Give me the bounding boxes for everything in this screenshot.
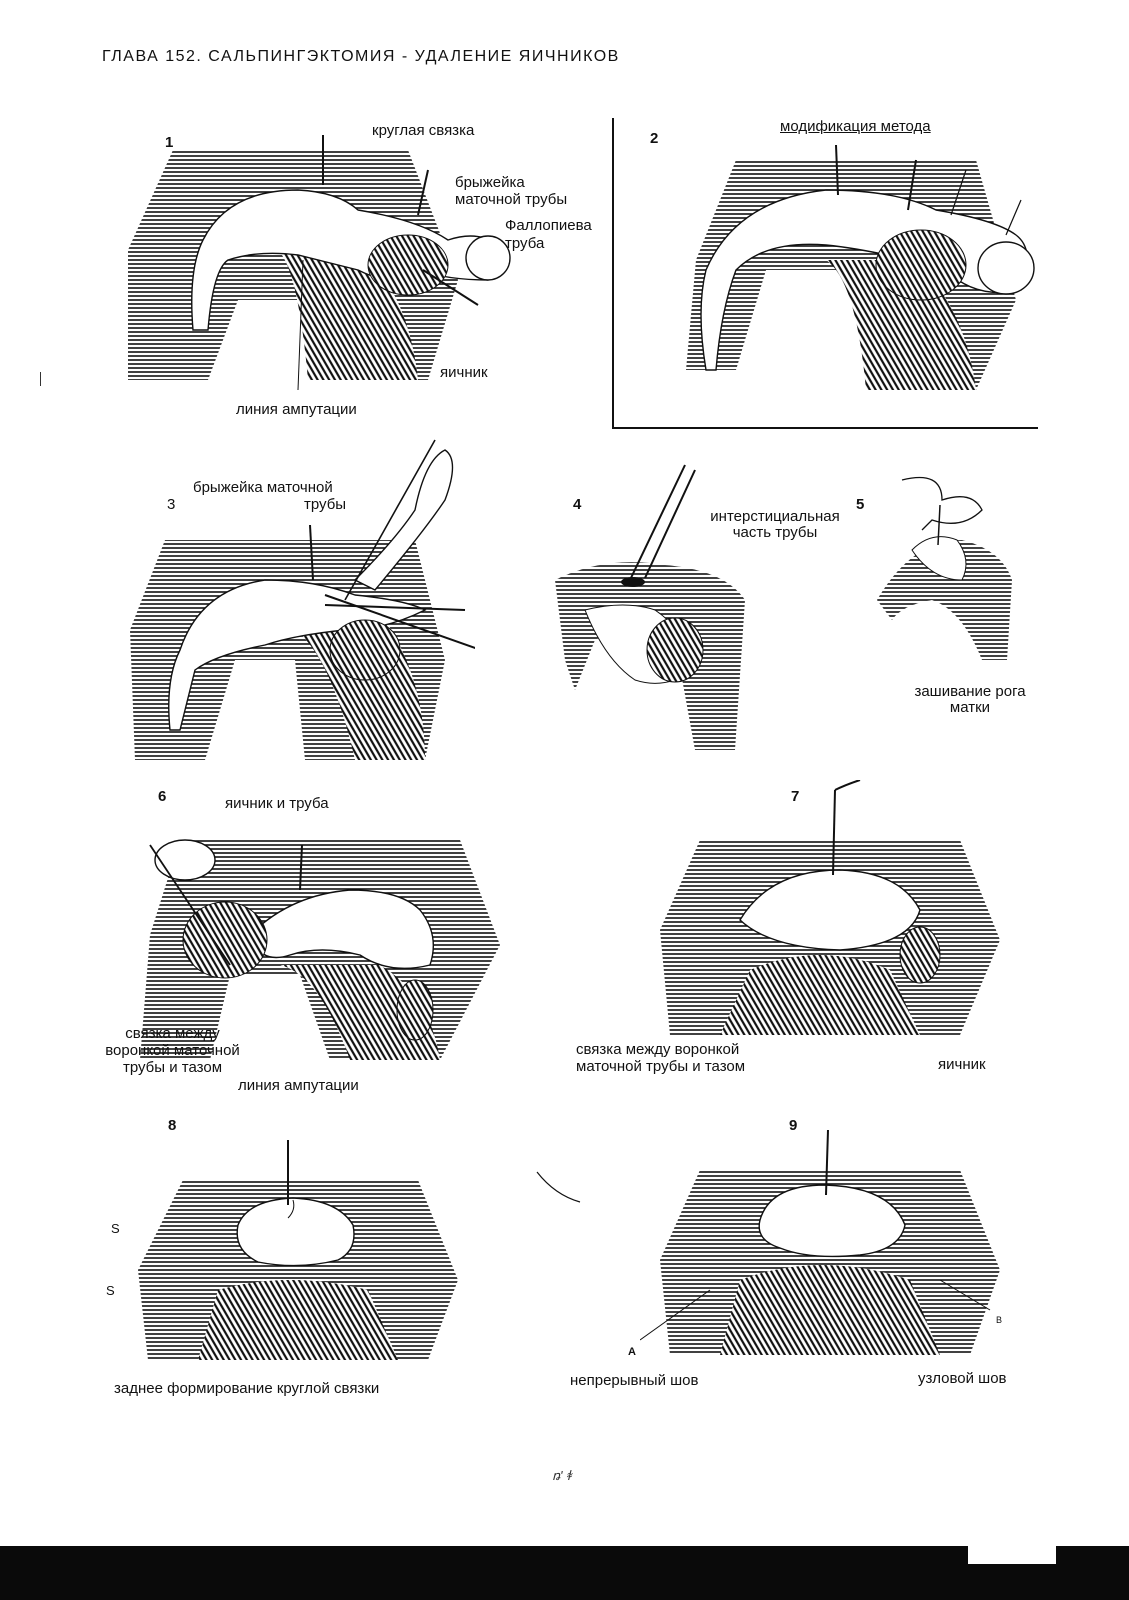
label-horn-suture-1: зашивание рога <box>914 683 1026 700</box>
label-amputation-line-1: линия ампутации <box>236 401 357 418</box>
figure-8-illustration <box>128 1140 483 1370</box>
label-amputation-line-6: линия ампутации <box>238 1077 359 1094</box>
figure-5-illustration <box>872 470 1022 670</box>
label-infundibulopelvic-6a: связка между <box>125 1025 220 1042</box>
scan-border-bottom <box>0 1546 1129 1600</box>
label-interstitial-1: интерстициальная <box>710 508 840 525</box>
figure-2-number: 2 <box>650 130 659 147</box>
figure-6-number: 6 <box>158 788 167 805</box>
figure-9-number: 9 <box>789 1117 798 1134</box>
label-round-ligament: круглая связка <box>372 122 475 139</box>
label-ovary-7: яичник <box>938 1056 986 1073</box>
label-horn-suture-2: матки <box>949 699 991 716</box>
figure-2-illustration <box>676 140 1038 400</box>
label-a: A <box>628 1346 636 1358</box>
label-mesosalpinx-2: маточной трубы <box>455 191 568 208</box>
page-title: ГЛАВА 152. САЛЬПИНГЭКТОМИЯ - УДАЛЕНИЕ ЯИЧНИКОВ <box>102 48 620 65</box>
label-continuous-suture: непрерывный шов <box>570 1372 699 1389</box>
label-s-upper: S <box>111 1221 120 1236</box>
scan-border-gap <box>968 1546 1056 1564</box>
label-fallopian-1: Фаллопиева <box>505 217 592 234</box>
figure-7-number: 7 <box>791 788 800 805</box>
figure-3-number: 3 <box>167 496 176 513</box>
figure-2-frame-bottom <box>612 427 1038 429</box>
label-s-lower: S <box>106 1283 115 1298</box>
label-infundibulopelvic-6c: трубы и тазом <box>122 1059 223 1076</box>
label-round-ligament-formation: заднее формирование круглой связки <box>114 1380 380 1397</box>
stray-curve <box>535 1170 585 1210</box>
label-infundibulopelvic-7a: связка между воронкой <box>576 1041 740 1058</box>
label-mesosalpinx-1: брыжейка <box>455 174 525 191</box>
label-ovary-1: яичник <box>440 364 488 381</box>
figure-7-illustration <box>640 780 1020 1040</box>
label-b: B <box>996 1315 1003 1325</box>
label-infundibulopelvic-6b: воронкой маточной <box>105 1042 240 1059</box>
label-interstitial-2: часть трубы <box>732 524 818 541</box>
page-mark: ꬻ' ꬸ <box>552 1468 572 1483</box>
label-ovary-tube: яичник и труба <box>225 795 329 812</box>
label-fallopian-2: труба <box>505 235 545 252</box>
figure-1-illustration <box>118 130 518 400</box>
figure-8-number: 8 <box>168 1117 177 1134</box>
figure-2-frame-left <box>612 118 614 428</box>
label-mesosalpinx-3b: трубы <box>304 496 347 513</box>
label-interrupted-suture: узловой шов <box>918 1370 1007 1387</box>
label-method-modification: модификация метода <box>780 118 931 135</box>
figure-9-illustration <box>640 1130 1020 1360</box>
figure-4-number: 4 <box>573 496 582 513</box>
figure-1-number: 1 <box>165 134 174 151</box>
stray-mark <box>40 372 41 386</box>
label-mesosalpinx-3a: брыжейка маточной <box>193 479 333 496</box>
label-infundibulopelvic-7b: маточной трубы и тазом <box>576 1058 746 1075</box>
figure-5-number: 5 <box>856 496 865 513</box>
